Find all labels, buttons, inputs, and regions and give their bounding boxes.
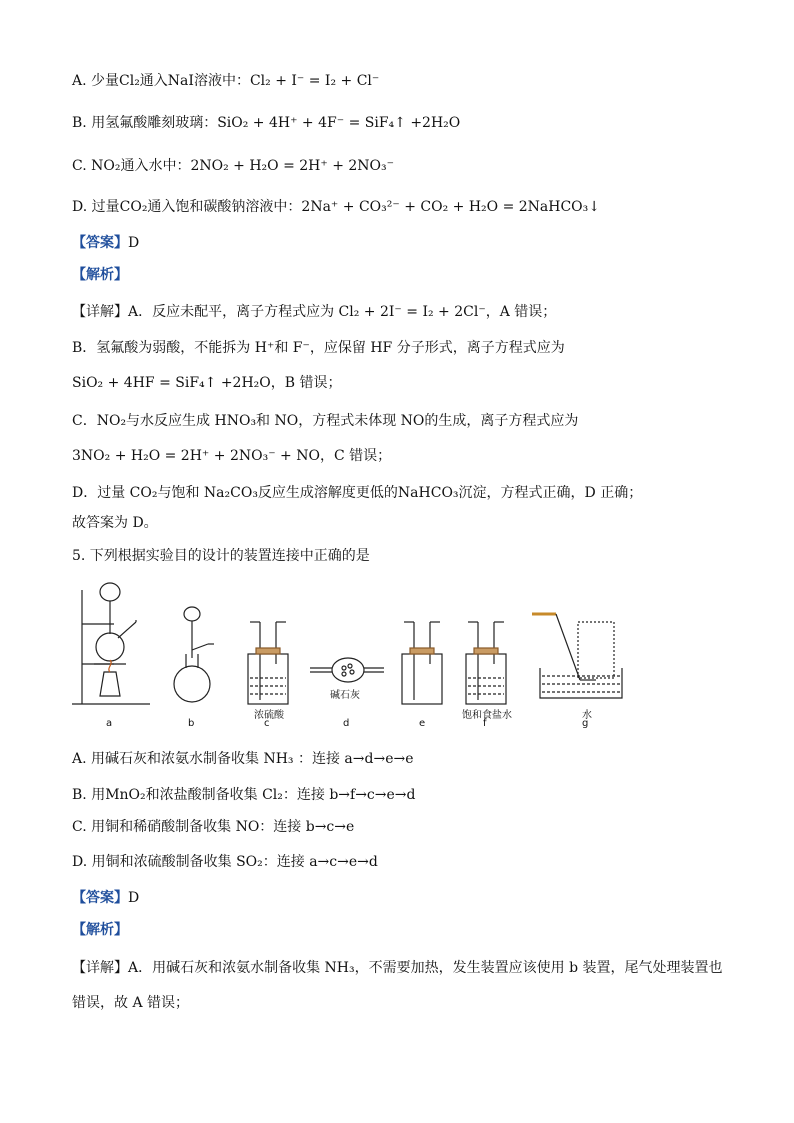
answer-value: D: [128, 235, 140, 251]
option-c: C. NO₂通入水中：2NO₂ + H₂O = 2H⁺ + 2NO₃⁻: [72, 158, 395, 174]
q5-option-c: C. 用铜和稀硝酸制备收集 NO：连接 b→c→e: [72, 819, 355, 835]
analysis-heading: [72, 266, 128, 284]
apparatus-d: [310, 658, 384, 682]
apparatus-e: [402, 622, 442, 704]
label-a: a: [106, 718, 113, 729]
apparatus-c: [248, 622, 288, 704]
label-b: b: [188, 718, 195, 729]
answer-line: [72, 234, 139, 252]
analysis-tag: 【解析】: [72, 922, 128, 938]
apparatus-g: [532, 614, 622, 698]
detail-line: SiO₂ + 4HF = SiF₄↑ +2H₂O，B 错误；: [72, 375, 342, 391]
detail-line: D．过量 CO₂与饱和 Na₂CO₃反应生成溶解度更低的NaHCO₃沉淀，方程式正确，D 正确；: [72, 485, 643, 501]
option-b: B. 用氢氟酸雕刻玻璃：SiO₂ + 4H⁺ + 4F⁻ = SiF₄↑ +2H₂O: [72, 115, 461, 131]
analysis-tag: 【解析】: [72, 267, 128, 283]
apparatus-b: [174, 607, 214, 702]
option-a: A. 少量Cl₂通入NaI溶液中：Cl₂ + I⁻ = I₂ + Cl⁻: [72, 73, 380, 89]
detail-line: C．NO₂与水反应生成 HNO₃和 NO，方程式未体现 NO的生成，离子方程式应为: [72, 413, 579, 429]
apparatus-diagram: [70, 572, 630, 732]
answer-value: D: [128, 890, 140, 906]
label-c: c: [264, 718, 270, 729]
detail-line: 故答案为 D。: [72, 515, 158, 531]
detail-line: 【详解】A．用碱石灰和浓氨水制备收集 NH₃，不需要加热，发生装置应该使用 b 装置，尾气处理装置也: [72, 960, 723, 976]
caption-c: 浓硫酸: [254, 710, 284, 721]
answer-tag: 【答案】: [72, 235, 128, 251]
apparatus-figure: [70, 572, 630, 732]
option-d: D. 过量CO₂通入饱和碳酸钠溶液中：2Na⁺ + CO₃²⁻ + CO₂ + H₂O = 2NaHCO₃↓: [72, 199, 600, 215]
answer-line-2: [72, 889, 139, 907]
detail-line: 【详解】A．反应未配平，离子方程式应为 Cl₂ + 2I⁻ = I₂ + 2Cl⁻，A 错误；: [72, 304, 557, 320]
q5-option-b: B. 用MnO₂和浓盐酸制备收集 Cl₂：连接 b→f→c→e→d: [72, 787, 416, 803]
detail-line: 错误，故 A 错误；: [72, 995, 190, 1011]
apparatus-a: [72, 583, 150, 704]
caption-d: 碱石灰: [330, 690, 360, 701]
analysis-heading-2: [72, 921, 128, 939]
caption-f: 饱和食盐水: [462, 710, 512, 721]
question-5: 5. 下列根据实验目的设计的装置连接中正确的是: [72, 548, 370, 564]
label-d: d: [343, 718, 350, 729]
label-g: g: [582, 718, 589, 729]
detail-line: B．氢氟酸为弱酸，不能拆为 H⁺和 F⁻，应保留 HF 分子形式，离子方程式应为: [72, 340, 565, 356]
detail-line: 3NO₂ + H₂O = 2H⁺ + 2NO₃⁻ + NO，C 错误；: [72, 448, 392, 464]
apparatus-f: [466, 622, 506, 704]
caption-g: 水: [582, 710, 592, 721]
label-e: e: [419, 718, 426, 729]
label-f: f: [483, 718, 487, 729]
answer-tag: 【答案】: [72, 890, 128, 906]
q5-option-a: A. 用碱石灰和浓氨水制备收集 NH₃ ：连接 a→d→e→e: [72, 751, 414, 767]
q5-option-d: D. 用铜和浓硫酸制备收集 SO₂：连接 a→c→e→d: [72, 854, 378, 870]
